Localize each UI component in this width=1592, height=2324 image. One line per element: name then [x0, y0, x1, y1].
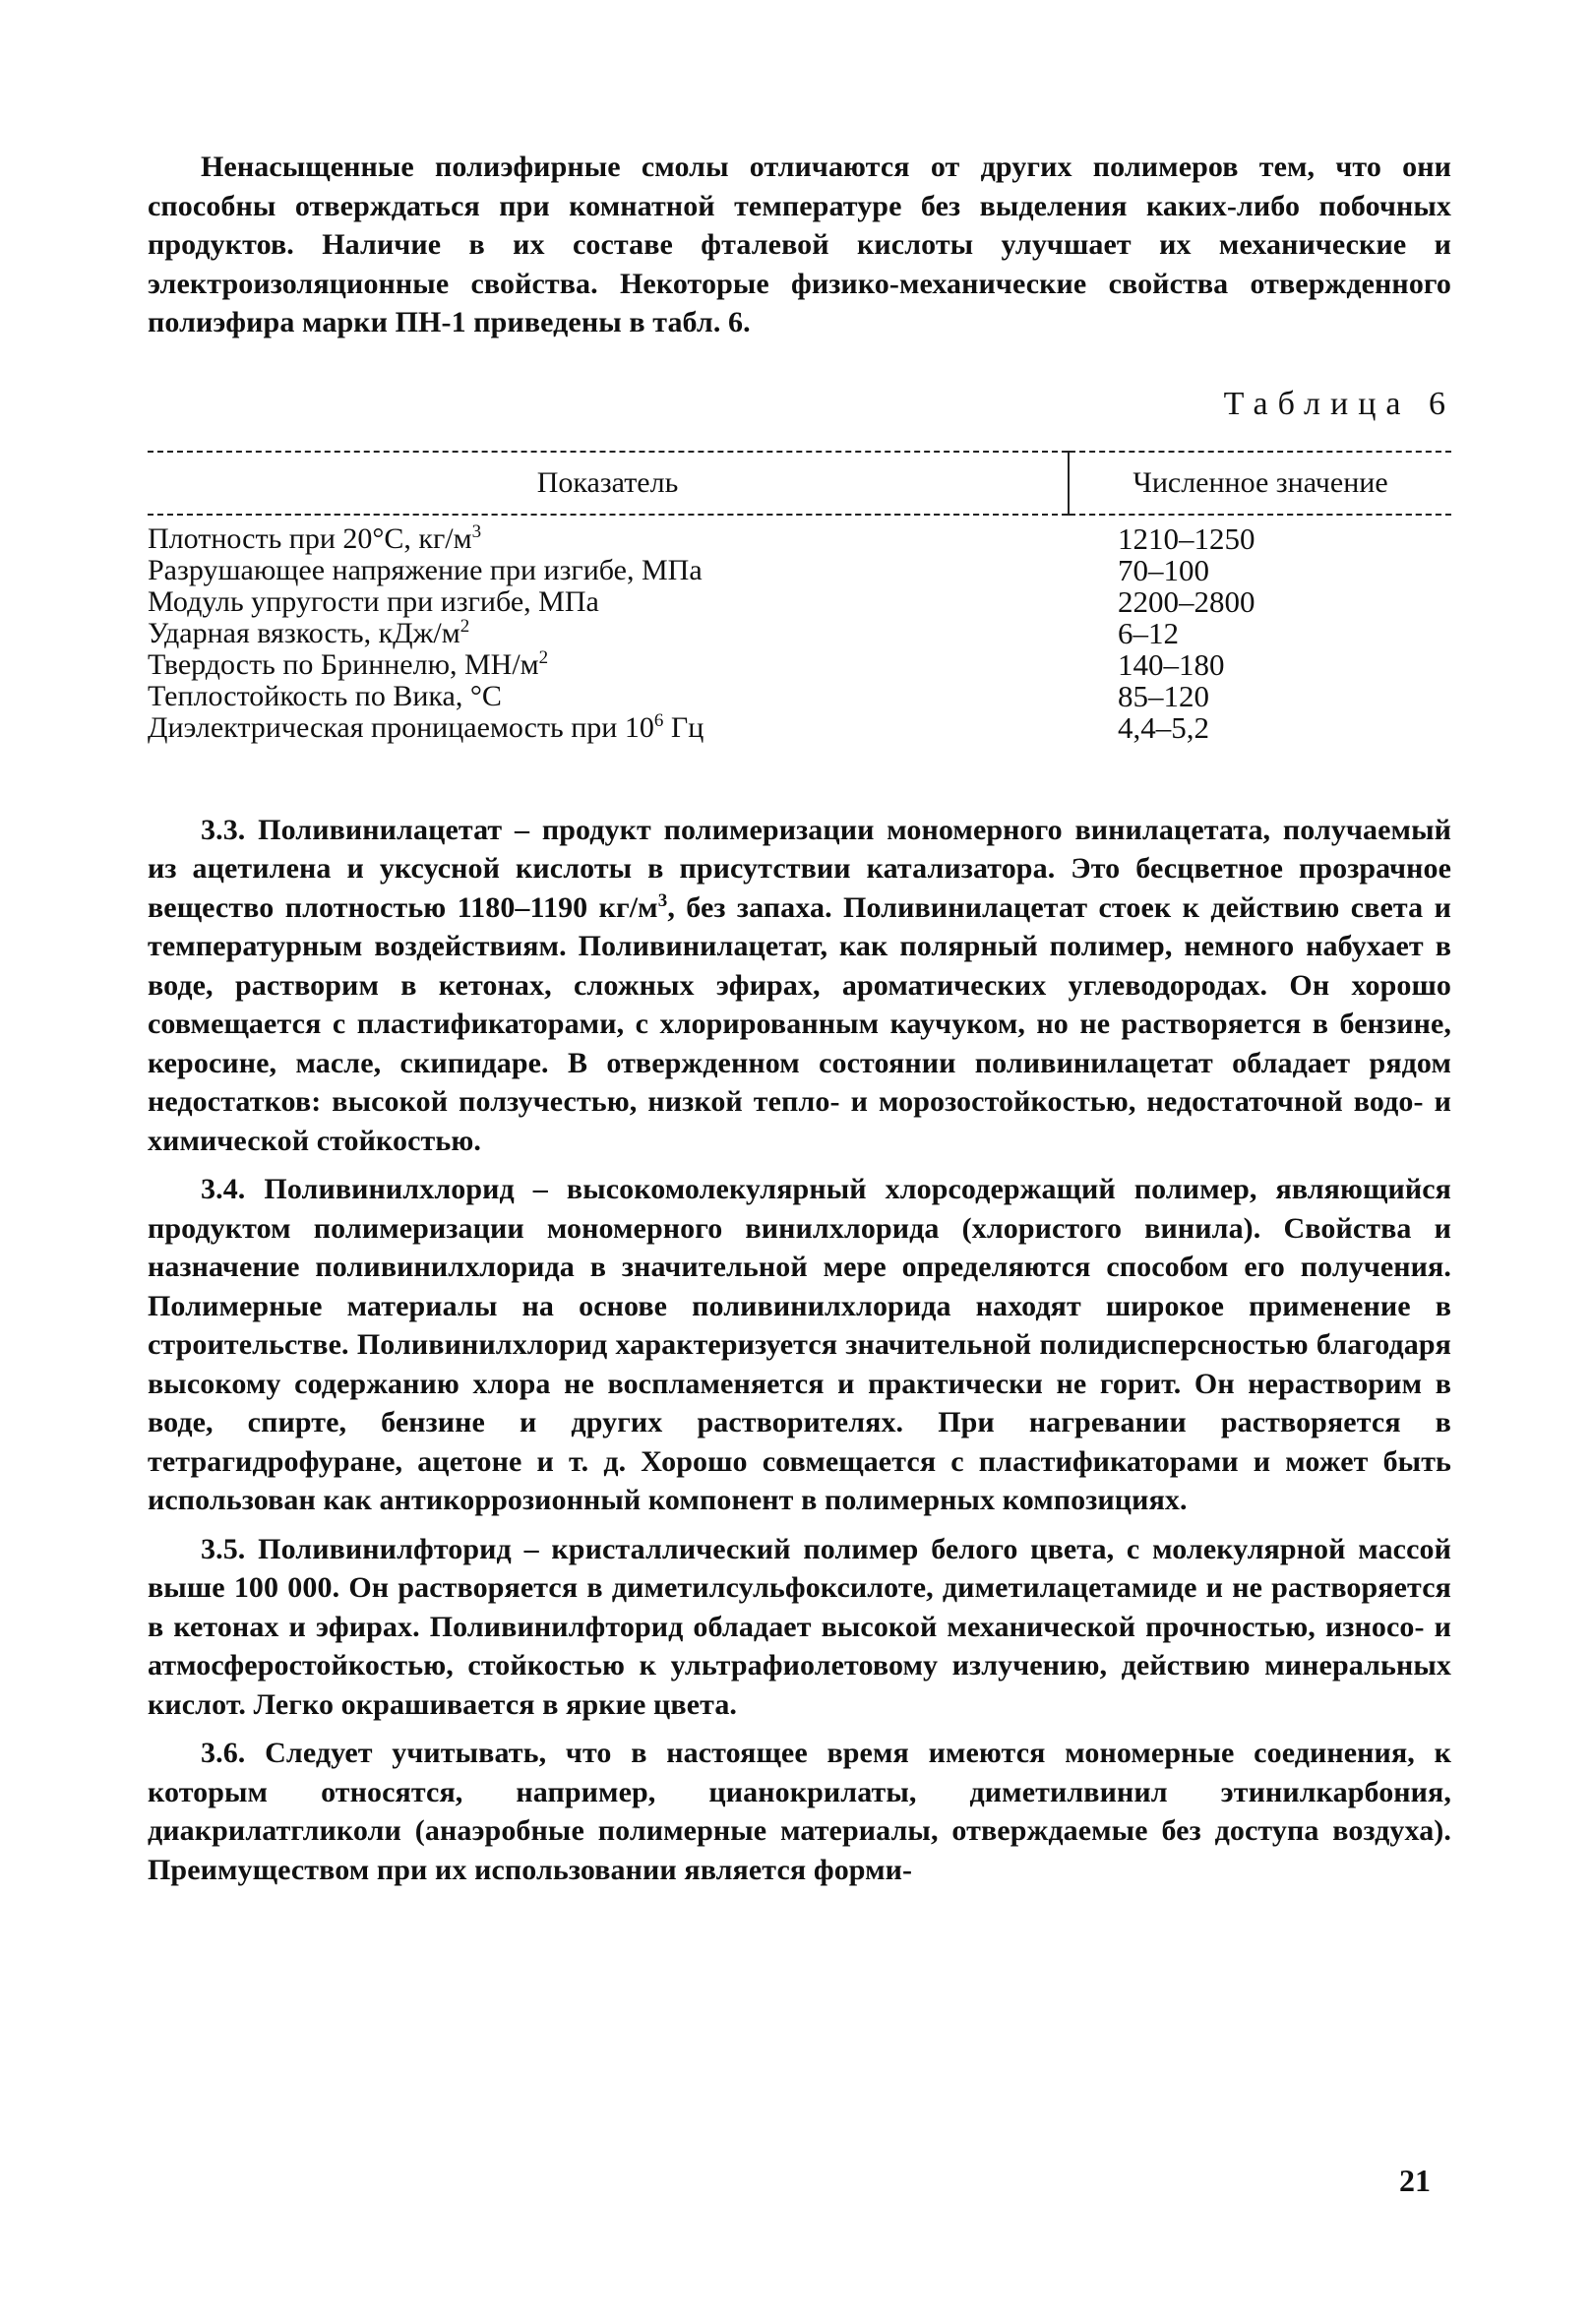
- header-value: Численное значение: [1069, 452, 1451, 515]
- properties-table: [148, 451, 1451, 744]
- intro-paragraph: Ненасыщенные полиэфирные смолы отличаются от других полимеров тем, что они способны отверждаться при комнатной температуре без выделения каких-либо побочных продуктов. Наличие в их составе фталевой кислоты улучшает их механические и электроизоляционные свойства. Некоторые физико-механические свойства отвержденного полиэфира марки ПН-1 приведены в табл. 6.: [148, 151, 1451, 338]
- table-caption: Таблица 6: [1223, 385, 1455, 422]
- section-number: 3.3.: [201, 813, 246, 846]
- section-3-3: 3.3. Поливинилацетат – продукт полимеризации мономерного винилацетата, получаемый из ацетилена и уксусной кислоты в присутствии катализатора. Это бесцветное прозрачное вещество плотностью 1180–1190 $кг/м^3$, без запаха. Поливинилацетат стоек к действию света и температурным воздействиям. Поливинилацетат, как полярный полимер, немного набухает в воде, растворим в кетонах, сложных эфирах, ароматических углеводородах. Он хорошо совмещается с пластификаторами, с хлорированным каучуком, но не растворяется в бензине, керосине, масле, скипидаре. В отвержденном состоянии поливинилацетат обладает рядом недостатков: высокой ползучестью, низкой тепло- и морозостойкостью, недостаточной водо- и химической стойкостью.: [148, 813, 1451, 1157]
- row-value: 6–12: [1118, 615, 1179, 650]
- row-name: Твердость по Бриннелю, $МН/м^2$: [148, 646, 549, 681]
- table-row: [148, 586, 1451, 618]
- row-value: 1210–1250: [1118, 520, 1255, 556]
- row-name: Диэлектрическая проницаемость при $10^6$ Гц: [148, 709, 704, 744]
- section-3-6: 3.6. Следует учитывать, что в настоящее время имеются мономерные соединения, к которым относятся, например, цианокрилаты, диметилвинил этинилкарбония, диакрилатгликоли (анаэробные полимерные материалы, отверждаемые без доступа воздуха). Преимуществом при их использовании является форми-: [148, 1737, 1451, 1886]
- row-value: 85–120: [1118, 678, 1209, 713]
- page-number: 21: [1399, 2163, 1431, 2198]
- table-row: [148, 515, 1451, 555]
- page-content: [148, 148, 1455, 1889]
- section-3-5: 3.5. Поливинилфторид – кристаллический полимер белого цвета, с молекулярной массой выше 100 000. Он растворяется в диметилсульфоксилоте, диметилацетамиде и не растворяется в кетонах и эфирах. Поливинилфторид обладает высокой механической прочностью, износо- и атмосферостойкостью, стойкостью к ультрафиолетовому излучению, действию минеральных кислот. Легко окрашивается в яркие цвета.: [148, 1532, 1451, 1721]
- row-value: 70–100: [1118, 552, 1209, 587]
- row-name: Ударная вязкость, кДж/$м^2$: [148, 615, 470, 649]
- section-3-4: 3.4. Поливинилхлорид – высокомолекулярный хлорсодержащий полимер, являющийся продуктом полимеризации мономерного винилхлорида (хлористого винила). Свойства и назначение поливинилхлорида в значительной мере определяются способом его получения. Полимерные материалы на основе поливинилхлорида находят широкое применение в строительстве. Поливинилхлорид характеризуется значительной полидисперсностью благодаря высокому содержанию хлора не воспламеняется и практически не горит. Он нерастворим в воде, спирте, бензине и других растворителях. При нагревании растворяется в тетрагидрофуране, ацетоне и т. д. Хорошо совмещается с пластификаторами и может быть использован как антикоррозионный компонент в полимерных композициях.: [148, 1173, 1451, 1516]
- row-name: Разрушающее напряжение при изгибе, МПа: [148, 553, 703, 586]
- row-value: 2200–2800: [1118, 583, 1255, 619]
- section-number: 3.4.: [201, 1173, 246, 1205]
- table-row: [148, 649, 1451, 681]
- table-header-row: [148, 452, 1451, 515]
- table-row: [148, 681, 1451, 712]
- header-indicator: Показатель: [148, 452, 1069, 515]
- row-value: 4,4–5,2: [1118, 709, 1209, 745]
- table-row: [148, 712, 1451, 744]
- row-value: 140–180: [1118, 646, 1225, 682]
- table-row: [148, 618, 1451, 649]
- row-name: Модуль упругости при изгибе, МПа: [148, 584, 599, 618]
- row-name: Теплостойкость по Вика, °С: [148, 679, 502, 712]
- section-number: 3.5.: [201, 1532, 246, 1565]
- row-name: Плотность при 20°С, $кг/м^3$: [148, 520, 482, 555]
- table-row: [148, 555, 1451, 586]
- section-number: 3.6.: [201, 1737, 246, 1769]
